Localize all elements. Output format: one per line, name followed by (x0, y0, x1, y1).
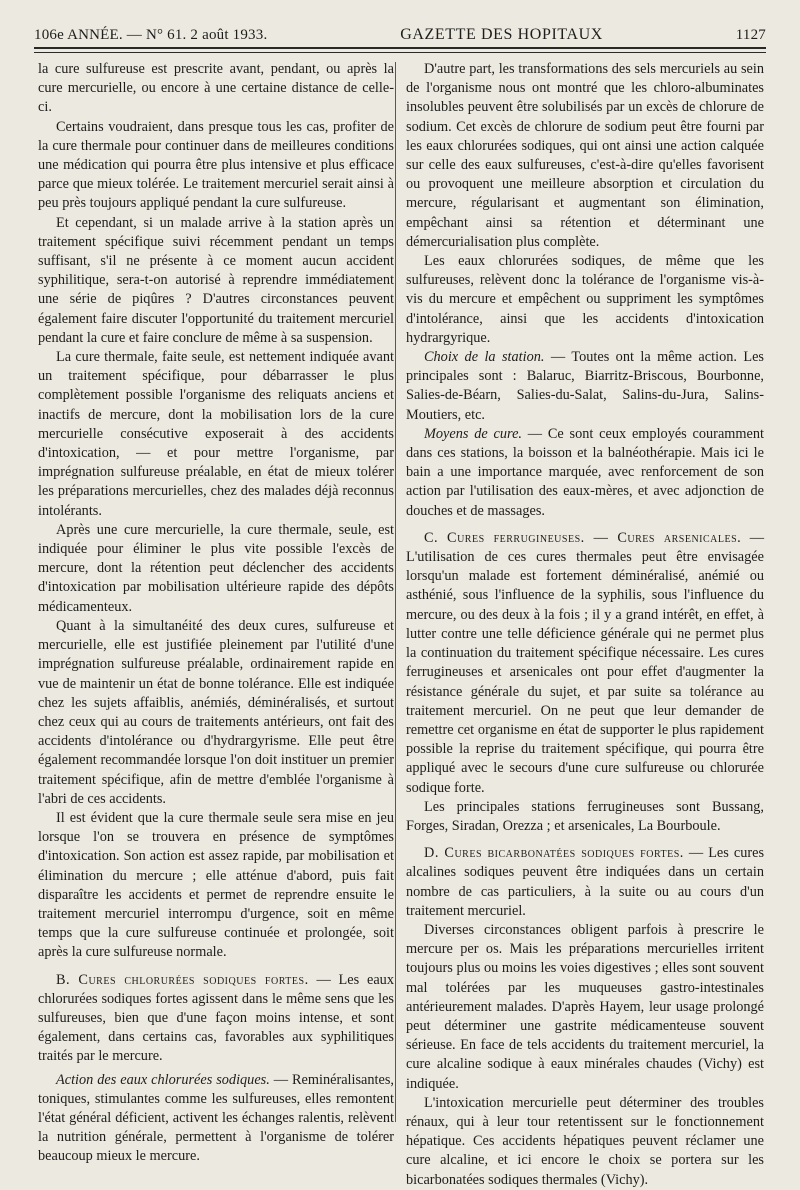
paragraph: Quant à la simultanéité des deux cures, sulfureuse et mercurielle, elle est justifiée pleinement par l'utilité d'une imprégnation sulfureuse préalable, ordinairement rapide en vue de maintenir un état de bonne tolérance. Elle est indiquée chez les sujets affaiblis, anémiés, déminéralisés, et surtout chez ceux qui au cours de traitements antérieurs, ont fait des accidents d'intolérance ou d'hydrargyrisme. Elle peut être également recommandée lorsque l'on doit instituer un premier traitement spécifique, afin de mettre d'emblée l'organisme à l'abri de ces accidents. (38, 617, 394, 807)
page-number: 1127 (735, 27, 766, 43)
paragraph: Et cependant, si un malade arrive à la station après un traitement spécifique suivi récemment pendant un temps suffisant, s'il ne présente à ce moment aucun accident syphilitique, sera-t-on autorisé à reprendre immédiatement une série de piqûres ? D'autres circonstances peuvent également faire discuter l'opportunité du traitement mercuriel pendant la cure et faire conclure de même à sa suspension. (38, 214, 394, 346)
section-paragraph (406, 529, 764, 798)
header-rule-thick (34, 47, 766, 49)
section-text: — Reminéralisantes, toniques, stimulantes comme les sulfureuses, elles remontent l'état général déficient, activent les échanges ralentis, relèvent la nutrition générale, permettent à l'organisme de tolérer beaucoup mieux le mercure. (38, 1071, 395, 1165)
paragraph: la cure sulfureuse est prescrite avant, pendant, ou après la cure mercurielle, ou encore à une certaine distance de celle-ci. (38, 61, 394, 116)
section-paragraph (406, 425, 764, 521)
journal-title: GAZETTE DES HOPITAUX (400, 26, 603, 43)
subsection-heading: Choix de la station. (424, 349, 545, 366)
section-text: — L'utilisation de ces cures thermales peut être envisagée lorsqu'un malade est fortement déminéralisé, anémié ou asthénié, sous l'influence de la syphilis, sous l'influence du mercure, ou des deux à la fois ; il y a grand intérêt, en effet, à lutter contre une telle déficience générale qui ne permet plus la continuation du traitement spécifique nécessaire. Les cures ferrugineuses et arsenicales ont pour effet d'augmenter la résistance générale du sujet, et par suite sa tolérance au traitement mercuriel. On ne peut que leur demander de remettre cet organisme en état de supporter le plus rapidement possible la reprise du traitement spécifique, qui pourra être appliqué avec le secours d'une cure sulfureuse ou chlorurée sodique forte. (406, 529, 764, 796)
section-heading: C. Cures ferrugineuses. — Cures arsenicales. (424, 529, 742, 546)
paragraph: L'intoxication mercurielle peut déterminer des troubles rénaux, qui à leur tour retentissent sur le fonctionnement hépatique. Ces accidents hépatiques peuvent réclamer une cure alcaline, et ici encore le choix se portera sur les bicarbonatées sodiques thermales (Vichy). (406, 1094, 764, 1188)
paragraph: D'autre part, les transformations des sels mercuriels au sein de l'organisme nous ont montré que les chloro-albuminates insolubles peuvent être solubilisés par un excès de chlorure de sodium. Cet excès de chlorure de sodium peut être fourni par les eaux chlorurées sodiques, qui ont ainsi une action calquée sur celle des eaux sulfureuses, c'est-à-dire qu'elles favorisent ou provoquent une meilleure absorption et circulation du mercure, régularisant et augmentant son élimination, empêchant ainsi sa rétention et déterminant une démercurialisation plus complète. (406, 61, 764, 250)
section-heading: D. Cures bicarbonatées sodiques fortes. (424, 845, 684, 862)
section-paragraph (38, 1071, 394, 1167)
subsection-heading: Action des eaux chlorurées sodiques. (56, 1071, 270, 1088)
section-text: — Toutes ont la même action. Les principales sont : Balaruc, Biarritz-Briscous, Bourbonne, Salies-de-Béarn, Salies-du-Salat, Salins-du-Jura, Salins-Moutiers, etc. (406, 349, 764, 423)
right-column (406, 60, 764, 1190)
section-paragraph (406, 844, 764, 921)
paragraph: Diverses circonstances obligent parfois à prescrire le mercure per os. Mais les préparations mercurielles irritent toujours plus ou moins les voies digestives ; elles sont souvent mal tolérées par les muqueuses gastro-intestinales antérieurement malades. D'après Hayem, leur usage prolongé peut déterminer une gastrite médicamenteuse souvent sérieuse. En face de tels accidents du traitement mercuriel, la cure alcaline sodique à eaux minérales chaudes (Vichy) est indiquée. (406, 921, 764, 1092)
section-text: — Ce sont ceux employés couramment dans ces stations, la boisson et la balnéothérapie. Mais ici le bain a une importance marquée, avec renforcement de son action par l'utilisation des eaux-mères, et avec adjonction de douches et de massages. (406, 425, 764, 519)
section-paragraph (38, 971, 394, 1067)
paragraph: Les principales stations ferrugineuses sont Bussang, Forges, Siradan, Orezza ; et arsenicales, La Bourboule. (406, 798, 764, 834)
section-text: — Les cures alcalines sodiques peuvent être indiquées dans un certain nombre de cas particuliers, à la suite ou au cours d'un traitement mercuriel. (406, 845, 765, 919)
paragraph: Les eaux chlorurées sodiques, de même que les sulfureuses, relèvent donc la tolérance de l'organisme vis-à-vis du mercure et empêchent ou suppriment les symptômes d'intolérance, ainsi que les accidents d'intoxication hydrargyrique. (406, 253, 764, 346)
column-divider (395, 62, 396, 1122)
issue-info: 106e ANNÉE. — N° 61. 2 août 1933. (34, 27, 268, 43)
paragraph: Après une cure mercurielle, la cure thermale, seule, est indiquée pour éliminer le plus vite possible l'excès de mercure, dont la rétention peut déclencher des accidents d'intoxication par mobilisation ultérieure rapide des dépôts médicamenteux. (38, 521, 394, 615)
paragraph: Il est évident que la cure thermale seule sera mise en jeu lorsque l'on se trouvera en présence de symptômes d'intoxication. Son action est assez rapide, par mobilisation et élimination du mercure ; elle atténue d'abord, puis fait disparaître les accidents et permet de reprendre ensuite le traitement mercuriel interrompu d'urgence, soit en même temps que la cure sulfureuse continuée et prolongée, soit après la cure sulfureuse normale. (38, 809, 394, 961)
page-header (34, 18, 766, 44)
section-text: — Les eaux chlorurées sodiques fortes agissent dans le même sens que les sulfureuses, bien que d'une façon moins intense, et sont également, dans certains cas, favorables aux syphilitiques traités par le mercure. (38, 971, 394, 1065)
header-rule-thin (34, 52, 766, 53)
section-paragraph (406, 348, 764, 425)
paragraph: Certains voudraient, dans presque tous les cas, profiter de la cure thermale pour continuer dans de meilleures conditions une médication qui pourra être plus intensive et plus efficace parce que mieux tolérée. Le traitement mercuriel serait ainsi à peu près toujours appliqué pendant la cure sulfureuse. (38, 118, 394, 212)
left-column (38, 60, 394, 1167)
paragraph: La cure thermale, faite seule, est nettement indiquée avant un traitement spécifique, pour débarrasser le plus complètement possible l'organisme des reliquats anciens et inactifs de mercure, dont la mobilisation lors de la cure mercurielle consécutive exposerait à des accidents d'intoxication, — et pour mettre l'organisme, par imprégnation sulfureuse préalable, en état de mieux tolérer les préparations mercurielles, chez des malades déjà reconnus intolérants. (38, 349, 394, 519)
section-heading: B. Cures chlorurées sodiques fortes. (56, 971, 309, 988)
subsection-heading: Moyens de cure. (424, 425, 522, 442)
